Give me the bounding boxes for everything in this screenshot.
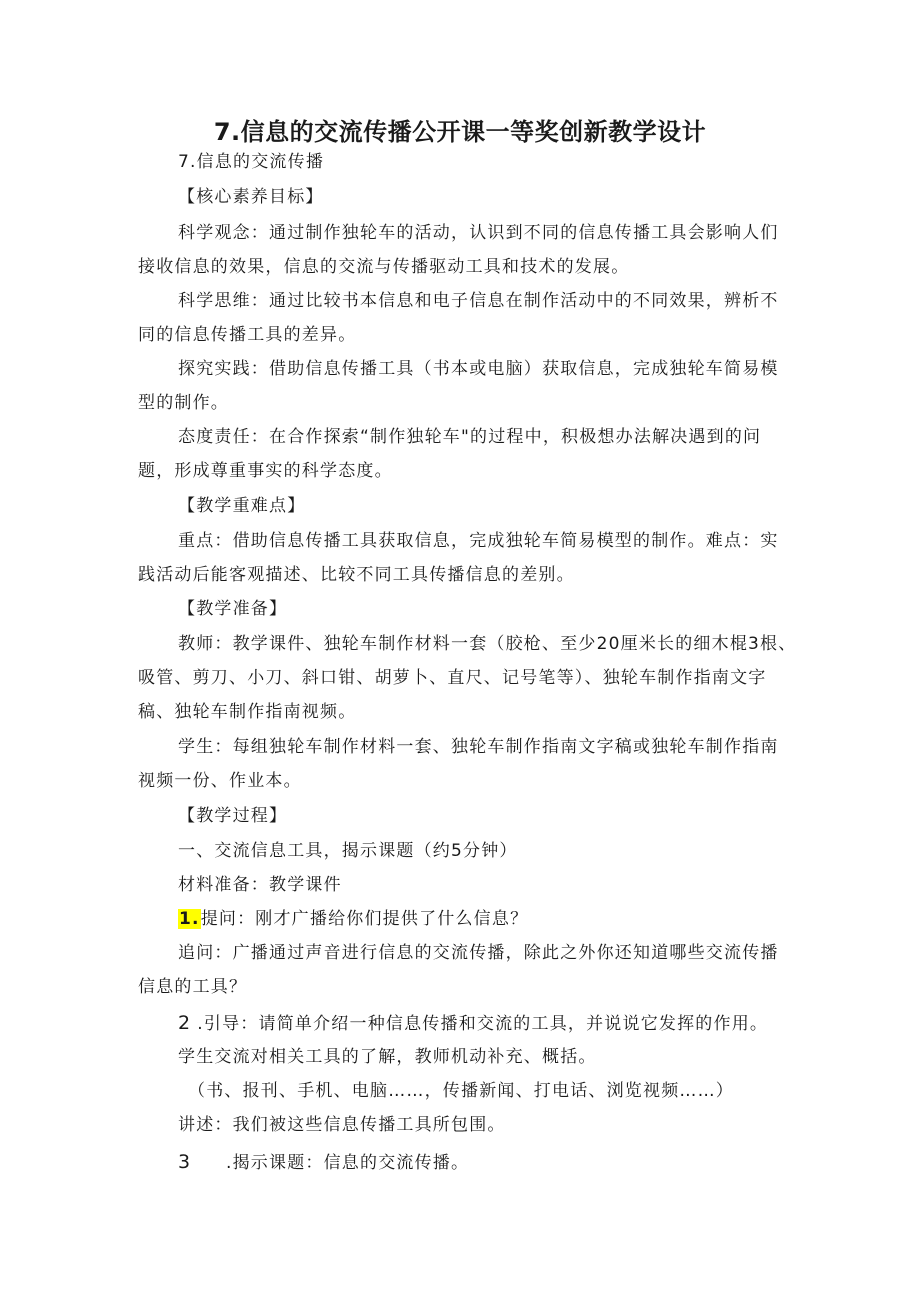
paragraph-line: 信息的工具？ [138,977,248,997]
section-heading-key-points: 【教学重难点】 [178,496,306,516]
paragraph-line [178,1011,768,1036]
paragraph-line: 视频一份、作业本。 [138,771,302,791]
step-text: .揭示课题：信息的交流传播。 [226,1153,470,1173]
paragraph-line: 学生交流对相关工具的了解，教师机动补充、概括。 [178,1047,597,1067]
paragraph-line: （书、报刊、手机、电脑……，传播新闻、打电话、浏览视频……） [188,1081,734,1101]
paragraph-line: 同的信息传播工具的差异。 [138,325,357,345]
paragraph-line: 稿、独轮车制作指南视频。 [138,702,357,722]
paragraph-line: 教师：教学课件、独轮车制作材料一套（胶枪、至少20厘米长的细木棍3根、 [178,634,797,654]
highlighted-step-number: 1. [179,909,200,929]
paragraph-line: 态度责任：在合作探索“制作独轮车"的过程中，积极想办法解决遇到的问 [178,427,762,447]
paragraph-line: 一、交流信息工具，揭示课题（约5分钟） [178,841,518,861]
paragraph-line: 探究实践：借助信息传播工具（书本或电脑）获取信息，完成独轮车简易模 [178,359,779,379]
section-heading-process: 【教学过程】 [178,806,288,826]
step-text: 提问：刚才广播给你们提供了什么信息？ [200,909,529,929]
section-heading-core-goals: 【核心素养目标】 [178,187,324,207]
step-number: 2 [178,1012,192,1034]
lesson-subtitle: 7.信息的交流传播 [178,152,325,172]
section-heading-preparation: 【教学准备】 [178,599,288,619]
paragraph-line: 科学观念：通过制作独轮车的活动，认识到不同的信息传播工具会影响人们 [178,223,779,243]
document-title: 7.信息的交流传播公开课一等奖创新教学设计 [213,118,707,146]
paragraph-line: 践活动后能客观描述、比较不同工具传播信息的差别。 [138,565,575,585]
paragraph-line: 重点：借助信息传播工具获取信息，完成独轮车简易模型的制作。难点：实 [178,531,779,551]
step-text: .引导：请简单介绍一种信息传播和交流的工具，并说说它发挥的作用。 [197,1014,769,1034]
paragraph-line: 吸管、剪刀、小刀、斜口钳、胡萝卜、直尺、记号笔等）、独轮车制作指南文字 [138,668,767,688]
paragraph-line: 科学思维：通过比较书本信息和电子信息在制作活动中的不同效果，辨析不 [178,291,779,311]
paragraph-line [178,1150,469,1175]
paragraph-line: 题，形成尊重事实的科学态度。 [138,461,393,481]
paragraph-line: 接收信息的效果，信息的交流与传播驱动工具和技术的发展。 [138,257,630,277]
paragraph-line: 学生：每组独轮车制作材料一套、独轮车制作指南文字稿或独轮车制作指南 [178,737,779,757]
paragraph-line: 材料准备：教学课件 [178,875,342,895]
paragraph-line: 讲述：我们被这些信息传播工具所包围。 [178,1115,506,1135]
step-number: 3 [178,1151,192,1173]
paragraph-line: 追问：广播通过声音进行信息的交流传播，除此之外你还知道哪些交流传播 [178,943,779,963]
paragraph-line [178,907,528,931]
paragraph-line: 型的制作。 [138,393,229,413]
